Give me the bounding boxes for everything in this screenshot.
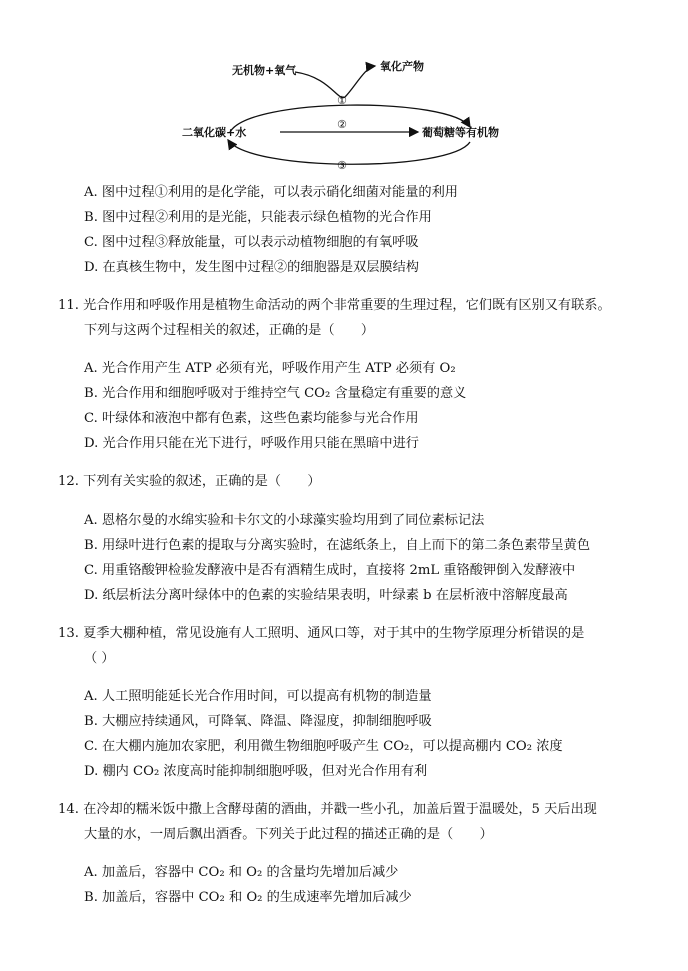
- q11-option-c: C. 叶绿体和液泡中都有色素，这些色素均能参与光合作用: [84, 411, 419, 426]
- q11-stem-line2: 下列与这两个过程相关的叙述，正确的是（ ）: [84, 323, 375, 338]
- marker-1: ①: [337, 94, 347, 107]
- q13-option-a: A. 人工照明能延长光合作用时间，可以提高有机物的制造量: [84, 689, 432, 704]
- q14-option-b: B. 加盖后，容器中 CO₂ 和 O₂ 的生成速率先增加后减少: [84, 890, 412, 905]
- q13-option-b: B. 大棚应持续通风，可降氧、降温、降湿度，抑制细胞呼吸: [84, 714, 432, 729]
- q12-option-b: B. 用绿叶进行色素的提取与分离实验时，在滤纸条上，自上而下的第二条色素带呈黄色: [84, 538, 591, 553]
- q12-option-c: C. 用重铬酸钾检验发酵液中是否有酒精生成时，直接将 2mL 重铬酸钾倒入发酵液中: [84, 563, 576, 578]
- q10-option-d: D. 在真核生物中，发生图中过程②的细胞器是双层膜结构: [84, 260, 419, 275]
- q14-stem-line1: 14. 在冷却的糯米饭中撒上含酵母菌的酒曲，并戳一些小孔，加盖后置于温暖处，5 天后出现: [58, 802, 597, 817]
- q11-stem-line1: 11. 光合作用和呼吸作用是植物生命活动的两个非常重要的生理过程，它们既有区别又有联系。: [58, 298, 611, 313]
- q11-option-a: A. 光合作用产生 ATP 必须有光，呼吸作用产生 ATP 必须有 O₂: [84, 361, 456, 376]
- q12-stem-line1: 12. 下列有关实验的叙述，正确的是（ ）: [58, 474, 321, 489]
- marker-3: ③: [337, 159, 347, 172]
- q12-option-d: D. 纸层析法分离叶绿体中的色素的实验结果表明，叶绿素 b 在层析液中溶解度最高: [84, 588, 568, 603]
- q14-stem-line2: 大量的水，一周后飘出酒香。下列关于此过程的描述正确的是（ ）: [84, 827, 493, 842]
- cycle-bottom-arc: [228, 140, 470, 164]
- marker-2: ②: [337, 118, 347, 131]
- label-glucose-organics: 葡萄糖等有机物: [422, 126, 499, 139]
- label-oxidized-product: 氧化产物: [380, 60, 424, 73]
- q13-option-c: C. 在大棚内施加农家肥，利用微生物细胞呼吸产生 CO₂，可以提高棚内 CO₂ 浓度: [84, 739, 563, 754]
- diagram-svg: [170, 52, 530, 182]
- q10-option-b: B. 图中过程②利用的是光能，只能表示绿色植物的光合作用: [84, 210, 432, 225]
- q11-option-b: B. 光合作用和细胞呼吸对于维持空气 CO₂ 含量稳定有重要的意义: [84, 386, 467, 401]
- q10-option-a: A. 图中过程①利用的是化学能，可以表示硝化细菌对能量的利用: [84, 185, 458, 200]
- label-inorganic-oxygen: 无机物+氧气: [232, 64, 297, 77]
- q13-stem-line1: 13. 夏季大棚种植，常见设施有人工照明、通风口等，对于其中的生物学原理分析错误的是: [58, 626, 585, 641]
- q13-stem-line2: （ ）: [84, 651, 115, 666]
- process-1-curve: [295, 66, 375, 98]
- q12-option-a: A. 恩格尔曼的水绵实验和卡尔文的小球藻实验均用到了同位素标记法: [84, 513, 485, 528]
- q13-option-d: D. 棚内 CO₂ 浓度高时能抑制细胞呼吸，但对光合作用有利: [84, 764, 428, 779]
- q14-option-a: A. 加盖后，容器中 CO₂ 和 O₂ 的含量均先增加后减少: [84, 865, 399, 880]
- q10-option-c: C. 图中过程③释放能量，可以表示动植物细胞的有氧呼吸: [84, 235, 419, 250]
- q11-option-d: D. 光合作用只能在光下进行，呼吸作用只能在黑暗中进行: [84, 436, 419, 451]
- process-diagram: [170, 52, 530, 182]
- label-co2-water: 二氧化碳+水: [182, 126, 247, 139]
